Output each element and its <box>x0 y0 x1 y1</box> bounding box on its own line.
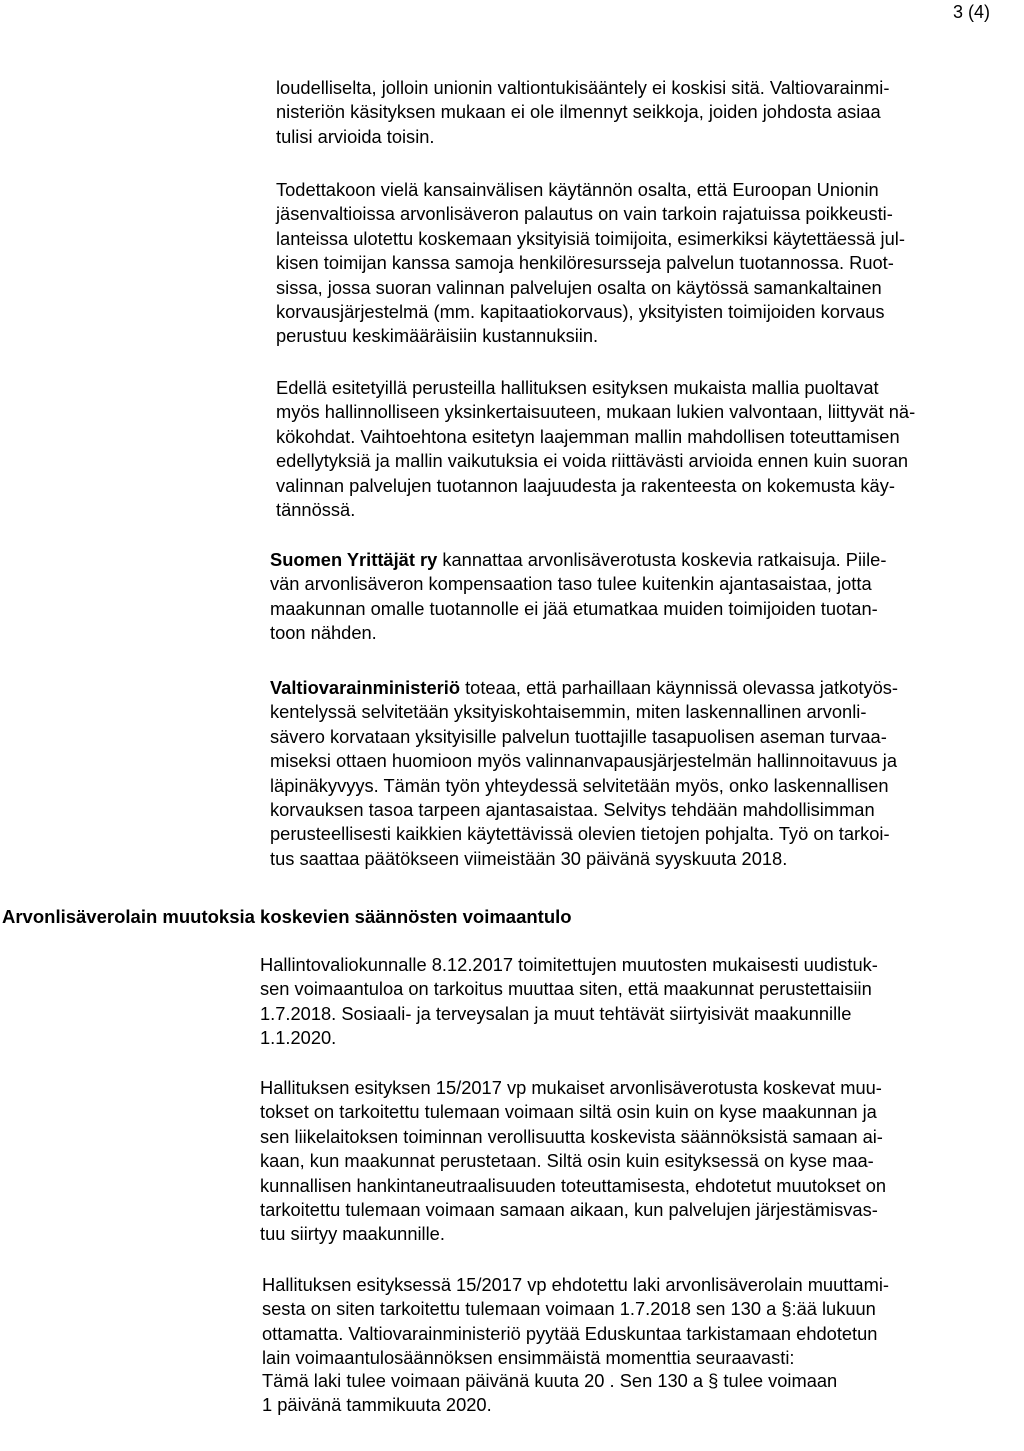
paragraph-state-aid <box>276 76 889 149</box>
paragraph-text: Hallintovaliokunnalle 8.12.2017 toimitettujen muutosten mukaisesti uudistuk- sen voimaantuloa on tarkoitus muuttaa siten, että maakunnat perustettaisiin 1.7.2018. Sosiaali- ja terveysalan ja muut tehtävät siirtyisivät maakunnille 1.1.2020. <box>260 954 878 1049</box>
paragraph-text: Tämä laki tulee voimaan päivänä kuuta 20 . Sen 130 a § tulee voimaan 1 päivänä tammikuuta 2020. <box>262 1370 838 1416</box>
paragraph-text: Hallituksen esityksessä 15/2017 vp ehdotettu laki arvonlisäverolain muuttami- sesta on siten tarkoitettu tulemaan voimaan 1.7.2018 sen 130 a §:ää lukuun ottamatta. Valtiovarainministeriö pyytää Eduskuntaa tarkistamaan ehdotetun lain voimaantulosäännöksen ensimmäistä momenttia seuraavasti: <box>262 1274 889 1369</box>
paragraph-amendments-timing <box>260 1076 886 1247</box>
organization-name: Suomen Yrittäjät ry <box>270 549 438 570</box>
paragraph-text: toteaa, että parhaillaan käynnissä olevassa jatkotyös- kentelyssä selvitetään yksityiskohtaisemmin, miten laskennallinen arvonli- sävero korvataan yksityisille palvelun tuottajille tasapuolisen aseman turvaa- miseksi ottaen huomioon myös valinnanvapausjärjestelmän hallinnoitavuus ja läpinäkyvyys. Tämän työn yhteydessä selvitetään myös, onko laskennallisen korvauksen tasoa tarpeen ajantasaistaa. Selvitys tehdään mahdollisimman perusteellisesti kaikkien käytettävissä olevien tietojen pohjalta. Työ on tarkoi- tus saattaa päätökseen viimeistään 30 päivänä syyskuuta 2018. <box>270 677 898 869</box>
paragraph-proposed-provision <box>262 1369 837 1418</box>
paragraph-entry-into-force <box>260 953 878 1051</box>
paragraph-valtiovarainministerio <box>270 676 898 871</box>
paragraph-text: loudelliselta, jolloin unionin valtiontukisääntely ei koskisi sitä. Valtiovarainmi- nisteriön käsityksen mukaan ei ole ilmennyt seikkoja, joiden johdosta asiaa tulisi arvioida toisin. <box>276 77 890 147</box>
paragraph-text: Edellä esitetyillä perusteilla hallituksen esityksen mukaista mallia puoltavat myös hallinnolliseen yksinkertaisuuteen, mukaan lukien valvontaan, liittyvät nä- kökohdat. Vaihtoehtona esitetyn laajemman mallin mahdollisen toteuttamisen edellytyksiä ja mallin vaikutuksia ei voida riittävästi arvioida ennen kuin suoran valinnan palvelujen tuotannon laajuudesta ja rakenteesta on kokemusta käy- tännössä. <box>276 377 916 521</box>
paragraph-international-practice <box>276 178 905 349</box>
paragraph-text: Hallituksen esityksen 15/2017 vp mukaiset arvonlisäverotusta koskevat muu- tokset on tarkoitettu tulemaan voimaan siltä osin kuin on kyse maakunnan ja sen liikelaitoksen toiminnan verollisuutta koskevista säännöksistä samaan ai- kaan, kun maakunnat perustetaan. Siltä osin kuin esityksessä on kyse maa- kunnallisen hankintaneutraalisuuden toteuttamisesta, ehdotetut muutokset on tarkoitettu tulemaan voimaan samaan aikaan, kun palvelujen järjestämisvas- tuu siirtyy maakunnille. <box>260 1077 887 1245</box>
paragraph-model-grounds <box>276 376 915 522</box>
paragraph-ministry-request <box>262 1273 889 1371</box>
paragraph-text: Todettakoon vielä kansainvälisen käytännön osalta, että Euroopan Unionin jäsenvaltioissa arvonlisäveron palautus on vain tarkoin rajatuissa poikkeusti- lanteissa ulotettu koskemaan yksityisiä toimijoita, esimerkiksi käytettäessä jul- kisen toimijan kanssa samoja henkilöresursseja palvelun tuotannossa. Ruot- sissa, jossa suoran valinnan palvelujen osalta on käytössä samankaltainen korvausjärjestelmä (mm. kapitaatiokorvaus), yksityisten toimijoiden korvaus perustuu keskimääräisiin kustannuksiin. <box>276 179 905 347</box>
paragraph-text: kannattaa arvonlisäverotusta koskevia ratkaisuja. Piile- vän arvonlisäveron kompensaation taso tulee kuitenkin ajantasaistaa, jotta maakunnan omalle tuotannolle ei jää etumatkaa muiden toimijoiden tuotan- toon nähden. <box>270 549 887 644</box>
section-heading: Arvonlisäverolain muutoksia koskevien säännösten voimaantulo <box>2 906 572 927</box>
paragraph-suomen-yrittajat <box>270 548 886 646</box>
page-number: 3 (4) <box>953 2 991 22</box>
organization-name: Valtiovarainministeriö <box>270 677 460 698</box>
